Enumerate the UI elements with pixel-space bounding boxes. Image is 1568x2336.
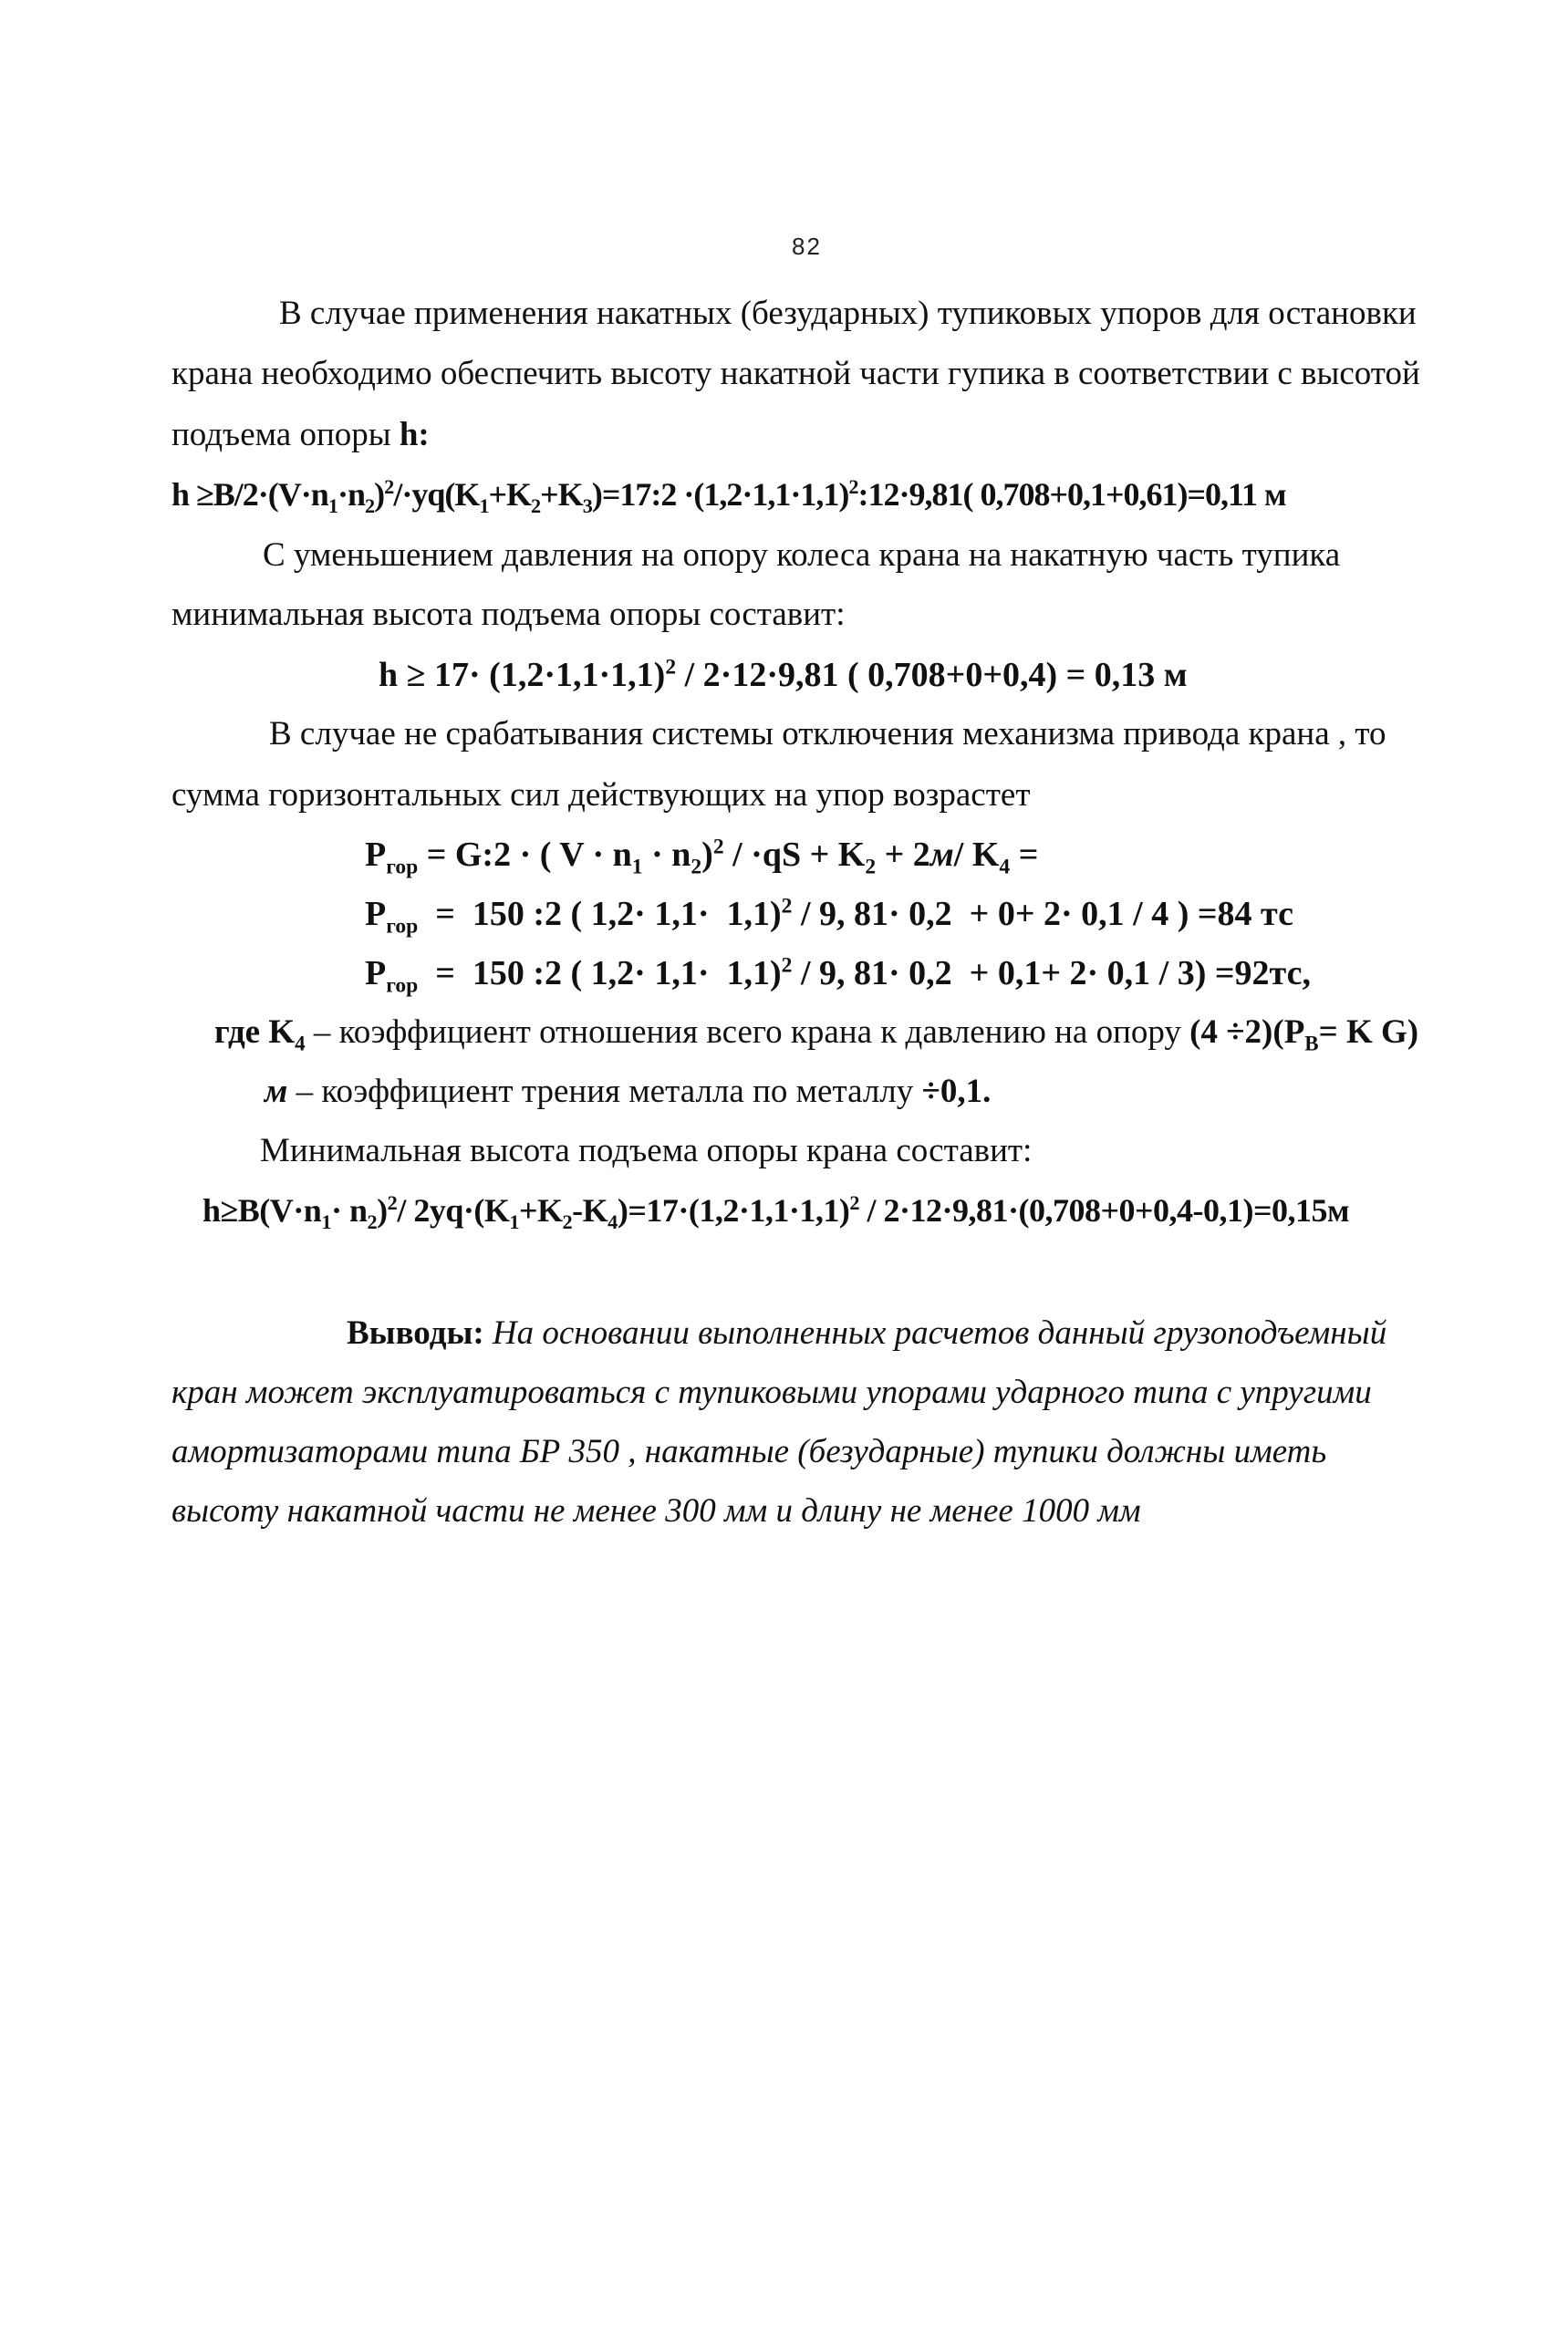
equation-4: $Р_{гор} = 150$ :2 ( 1,2· 1,1· 1,1)$^2$ / 9, 81· 0,2 + 0+ 2· 0,1 / 4 ) =84 тс (365, 894, 1294, 939)
conclusion-line2: кран может эксплуатироваться с тупиковыми упорами ударного типа с упругими (171, 1374, 1372, 1411)
para3-line2: сумма горизонтальных сил действующих на упор возрастет (171, 776, 1031, 814)
para3-line1: В случае не срабатывания системы отключения механизма привода крана , то (269, 715, 1386, 753)
conclusion-label: Выводы: (347, 1314, 484, 1352)
para1-line1: В случае применения накатных (безударных) тупиковых упоров для остановки (279, 295, 1417, 332)
equation-1: $h \ge B/2\cdot(V\cdot n_1\cdot n_2)^2/\cdot уq(K_1+K_2+K_3)=17:2$ $\cdot(1,2\cdot 1,1\cdot 1,1)^2:12\cdot 9,81$( 0,708+0,1+0,61)=0,11 м (171, 475, 1286, 518)
conclusion-line3: амортизаторами типа БР 350 , накатные (безударные) тупики должны иметь (171, 1433, 1327, 1470)
equation-6: $h\ge B(V\cdot n_1\cdot n_2)^2/$ $2уq\cdot(K_1+K_2-K_4)=17\cdot(1,2\cdot 1,1\cdot 1,1)^2 / 2\cdot 12\cdot 9,81\cdot(0,708+0+0,4-0,1)=0,15м$ (202, 1191, 1350, 1234)
para1-line2: крана необходимо обеспечить высоту накатной части гупика в соответствии с высотой (171, 355, 1420, 392)
definition-friction: м – коэффициент трения металла по металлу ÷0,1. (265, 1073, 992, 1110)
para2-line2: минимальная высота подъема опоры составит: (171, 596, 846, 633)
equation-2: $h \ge 17\cdot (1,2\cdot 1,1\cdot 1,1)^2 / 2\cdot 12\cdot 9,81$ ( 0,708+0+0,4) = 0,13 м (379, 655, 1188, 694)
conclusion-line1: Выводы: На основании выполненных расчетов данный грузоподъемный (347, 1314, 1387, 1352)
page-number: 82 (792, 233, 822, 260)
para1-variable-h: h: (399, 416, 430, 453)
equation-5: $Р_{гор} = 150$ :2 ( 1,2· 1,1· 1,1)$^2$ / 9, 81· 0,2 + 0,1+ 2· 0,1 / 3) =92тс, (365, 953, 1312, 998)
para2-line1: С уменьшением давления на опору колеса крана на накатную часть тупика (263, 536, 1341, 574)
equation-3: $Р_{гор}$ = G:2 · ( $V \cdot n_1 \cdot n_2)^2 / \cdot qS + K_2 + 2м/$ $K_4$ = (365, 835, 1039, 879)
para1-line3-text: подъема опоры (171, 416, 400, 453)
definition-k4: где $K_4$ – коэффициент отношения всего крана к давлению на опору $(4 \div 2)(Р_В= K$ G) (214, 1013, 1419, 1055)
para1-line3 (171, 415, 430, 455)
para4-line1: Минимальная высота подъема опоры крана составит: (260, 1132, 1033, 1169)
conclusion-line4: высоту накатной части не менее 300 мм и длину не менее 1000 мм (171, 1492, 1141, 1530)
